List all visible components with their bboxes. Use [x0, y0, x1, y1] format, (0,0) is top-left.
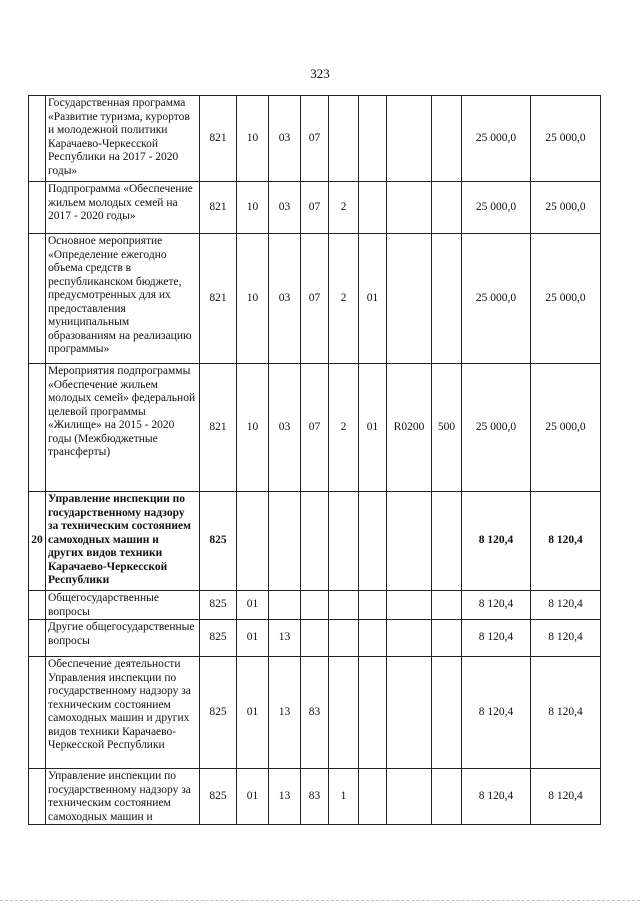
target-article-code-3-cell: [359, 492, 387, 591]
target-article-code-4-cell: [387, 182, 432, 234]
target-article-code-4-cell: R0200: [387, 364, 432, 492]
target-article-code-4-cell: [387, 492, 432, 591]
row-name-cell: Другие общегосударственные вопросы: [46, 620, 200, 657]
amount-year-1-cell: 8 120,4: [462, 591, 531, 620]
amount-year-1-cell: 8 120,4: [462, 657, 531, 769]
target-article-code-2-cell: 2: [329, 182, 359, 234]
table-row: [29, 591, 601, 620]
amount-year-2-cell: 25 000,0: [531, 182, 601, 234]
target-article-code-3-cell: [359, 657, 387, 769]
ministry-code-cell: 825: [200, 620, 237, 657]
table-row: [29, 492, 601, 591]
row-name-cell: Подпрограмма «Обеспечение жильем молодых семей на 2017 - 2020 годы»: [46, 182, 200, 234]
target-article-code-2-cell: 2: [329, 364, 359, 492]
amount-year-2-cell: 25 000,0: [531, 234, 601, 364]
table-body: [29, 96, 601, 825]
amount-year-2-cell: 8 120,4: [531, 657, 601, 769]
section-code-cell: 01: [237, 769, 269, 825]
amount-year-2-cell: 8 120,4: [531, 769, 601, 825]
target-article-code-3-cell: [359, 769, 387, 825]
section-code-cell: 01: [237, 657, 269, 769]
subsection-code-cell: 13: [269, 620, 301, 657]
target-article-code-4-cell: [387, 769, 432, 825]
target-article-code-1-cell: 83: [301, 657, 329, 769]
target-article-code-1-cell: 07: [301, 96, 329, 182]
amount-year-2-cell: 8 120,4: [531, 620, 601, 657]
subsection-code-cell: 03: [269, 182, 301, 234]
target-article-code-3-cell: [359, 591, 387, 620]
row-index-cell: [29, 620, 46, 657]
table-row: [29, 769, 601, 825]
ministry-code-cell: 821: [200, 364, 237, 492]
expense-type-cell: [432, 657, 462, 769]
row-index-cell: 20: [29, 492, 46, 591]
subsection-code-cell: 03: [269, 234, 301, 364]
scan-edge-line: [0, 900, 640, 901]
ministry-code-cell: 821: [200, 182, 237, 234]
expense-type-cell: [432, 234, 462, 364]
row-index-cell: [29, 591, 46, 620]
row-name-cell: Общегосударственные вопросы: [46, 591, 200, 620]
section-code-cell: 10: [237, 364, 269, 492]
expense-type-cell: [432, 620, 462, 657]
ministry-code-cell: 825: [200, 769, 237, 825]
target-article-code-2-cell: [329, 620, 359, 657]
section-code-cell: 10: [237, 234, 269, 364]
target-article-code-1-cell: [301, 492, 329, 591]
subsection-code-cell: [269, 591, 301, 620]
target-article-code-3-cell: 01: [359, 364, 387, 492]
target-article-code-2-cell: [329, 591, 359, 620]
amount-year-1-cell: 25 000,0: [462, 234, 531, 364]
expense-type-cell: [432, 769, 462, 825]
subsection-code-cell: [269, 492, 301, 591]
amount-year-2-cell: 25 000,0: [531, 364, 601, 492]
expense-type-cell: [432, 591, 462, 620]
target-article-code-1-cell: 07: [301, 182, 329, 234]
ministry-code-cell: 825: [200, 492, 237, 591]
subsection-code-cell: 03: [269, 96, 301, 182]
row-name-cell: Основное мероприятие «Определение ежегодно объема средств в республиканском бюджете, предусмотренных для их предоставления муниципальным образованиям на реализацию программы»: [46, 234, 200, 364]
section-code-cell: 01: [237, 591, 269, 620]
target-article-code-3-cell: [359, 182, 387, 234]
row-index-cell: [29, 364, 46, 492]
table-row: [29, 364, 601, 492]
amount-year-2-cell: 8 120,4: [531, 492, 601, 591]
row-index-cell: [29, 96, 46, 182]
target-article-code-4-cell: [387, 234, 432, 364]
expense-type-cell: [432, 492, 462, 591]
budget-table: [28, 95, 601, 825]
amount-year-1-cell: 8 120,4: [462, 620, 531, 657]
target-article-code-1-cell: [301, 591, 329, 620]
table-row: [29, 96, 601, 182]
subsection-code-cell: 03: [269, 364, 301, 492]
target-article-code-2-cell: 2: [329, 234, 359, 364]
target-article-code-3-cell: 01: [359, 234, 387, 364]
target-article-code-1-cell: 83: [301, 769, 329, 825]
target-article-code-2-cell: [329, 492, 359, 591]
row-index-cell: [29, 769, 46, 825]
amount-year-1-cell: 25 000,0: [462, 364, 531, 492]
expense-type-cell: [432, 182, 462, 234]
table-row: [29, 234, 601, 364]
target-article-code-2-cell: [329, 657, 359, 769]
target-article-code-4-cell: [387, 620, 432, 657]
expense-type-cell: [432, 96, 462, 182]
target-article-code-3-cell: [359, 620, 387, 657]
table-row: [29, 620, 601, 657]
subsection-code-cell: 13: [269, 769, 301, 825]
table-row: [29, 182, 601, 234]
amount-year-2-cell: 25 000,0: [531, 96, 601, 182]
target-article-code-2-cell: 1: [329, 769, 359, 825]
ministry-code-cell: 825: [200, 591, 237, 620]
target-article-code-1-cell: [301, 620, 329, 657]
section-code-cell: [237, 492, 269, 591]
row-name-cell: Управление инспекции по государственному надзору за техническим состоянием самоходных машин и других видов техники Карачаево-Черкесской Республики: [46, 492, 200, 591]
amount-year-1-cell: 25 000,0: [462, 96, 531, 182]
row-name-cell: Государственная программа «Развитие туризма, курортов и молодежной политики Карачаево-Черкесской Республики на 2017 - 2020 годы»: [46, 96, 200, 182]
section-code-cell: 10: [237, 96, 269, 182]
target-article-code-4-cell: [387, 657, 432, 769]
target-article-code-3-cell: [359, 96, 387, 182]
page-number: 323: [310, 66, 330, 81]
row-index-cell: [29, 657, 46, 769]
target-article-code-4-cell: [387, 96, 432, 182]
section-code-cell: 10: [237, 182, 269, 234]
row-name-cell: Обеспечение деятельности Управления инспекции по государственному надзору за техническим состоянием самоходных машин и других видов техники Карачаево-Черкесской Республики: [46, 657, 200, 769]
expense-type-cell: 500: [432, 364, 462, 492]
row-index-cell: [29, 182, 46, 234]
row-name-cell: Мероприятия подпрограммы «Обеспечение жильем молодых семей» федеральной целевой программы «Жилище» на 2015 - 2020 годы (Межбюджетные трансферты): [46, 364, 200, 492]
section-code-cell: 01: [237, 620, 269, 657]
ministry-code-cell: 825: [200, 657, 237, 769]
amount-year-1-cell: 25 000,0: [462, 182, 531, 234]
ministry-code-cell: 821: [200, 234, 237, 364]
amount-year-1-cell: 8 120,4: [462, 769, 531, 825]
amount-year-2-cell: 8 120,4: [531, 591, 601, 620]
subsection-code-cell: 13: [269, 657, 301, 769]
row-index-cell: [29, 234, 46, 364]
target-article-code-1-cell: 07: [301, 234, 329, 364]
target-article-code-4-cell: [387, 591, 432, 620]
table-row: [29, 657, 601, 769]
ministry-code-cell: 821: [200, 96, 237, 182]
target-article-code-1-cell: 07: [301, 364, 329, 492]
row-name-cell: Управление инспекции по государственному надзору за техническим состоянием самоходных машин и: [46, 769, 200, 825]
target-article-code-2-cell: [329, 96, 359, 182]
amount-year-1-cell: 8 120,4: [462, 492, 531, 591]
